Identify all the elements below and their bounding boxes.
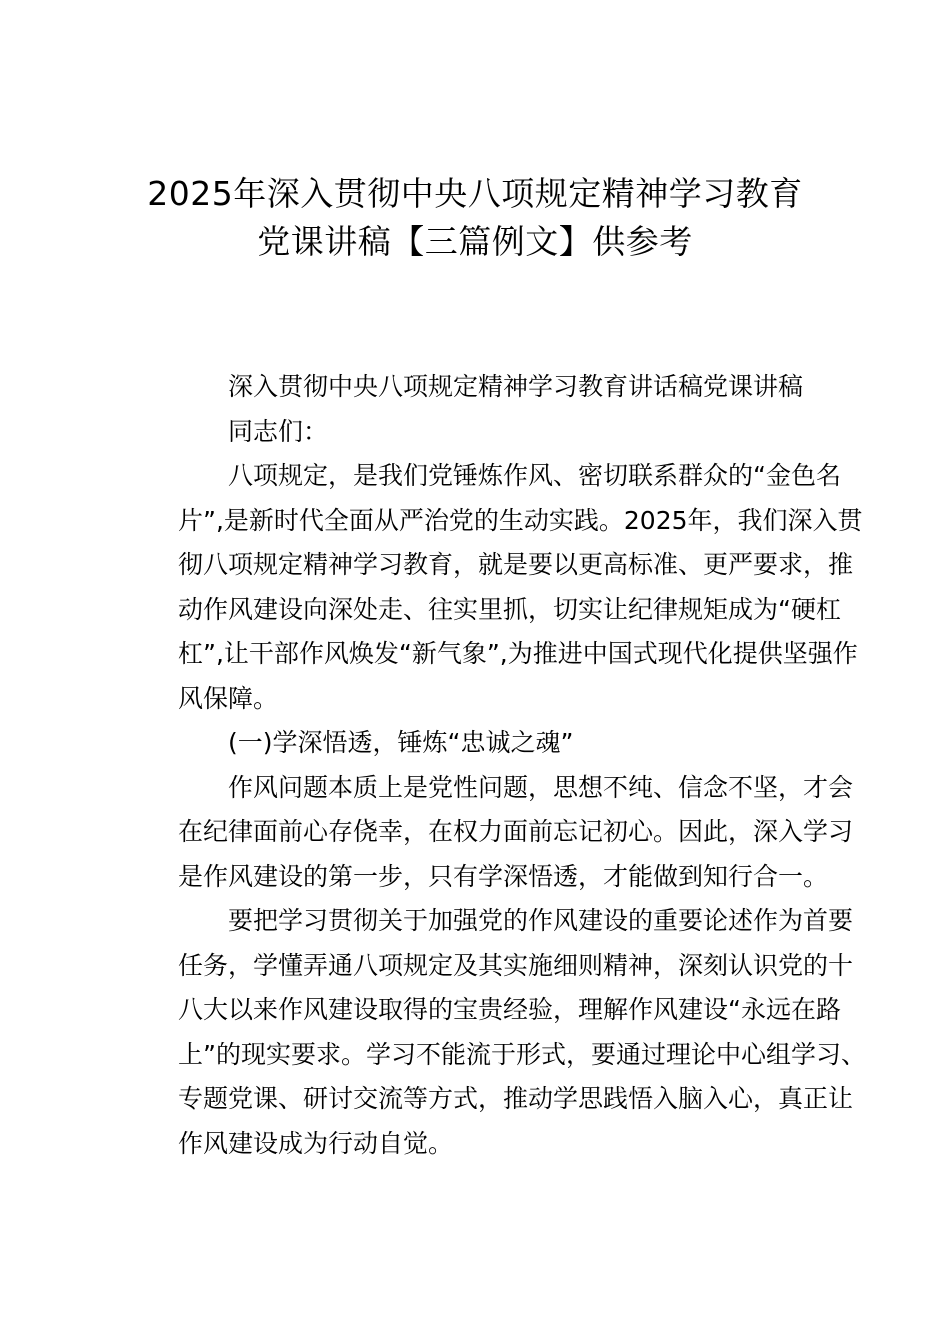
text-line: 任务，学懂弄通八项规定及其实施细则精神，深刻认识党的十 <box>178 950 854 980</box>
text-line: 在纪律面前心存侥幸，在权力面前忘记初心。因此，深入学习 <box>178 817 854 846</box>
document-body <box>128 365 866 1166</box>
text-line: 片”,是新时代全面从严治党的生动实践。2025年，我们深入贯 <box>178 505 863 535</box>
body-paragraph <box>128 454 863 721</box>
title-line-2: 党课讲稿【三篇例文】供参考 <box>257 222 693 261</box>
document-title <box>0 170 950 266</box>
text-line: 彻八项规定精神学习教育，就是要以更高标准、更严要求，推 <box>178 550 854 579</box>
text-line: 上”的现实要求。学习不能流于形式，要通过理论中心组学习、 <box>178 1039 866 1069</box>
text-line: 风保障。 <box>178 683 279 713</box>
subtitle-paragraph <box>128 365 828 410</box>
text-line: 同志们： <box>228 416 329 446</box>
salutation-paragraph <box>128 410 828 455</box>
title-line-1: 2025年深入贯彻中央八项规定精神学习教育 <box>147 174 803 213</box>
text-line: 要把学习贯彻关于加强党的作风建设的重要论述作为首要 <box>228 906 854 935</box>
text-line: 动作风建设向深处走、往实里抓，切实让纪律规矩成为“硬杠 <box>178 594 841 624</box>
text-line: 深入贯彻中央八项规定精神学习教育讲话稿党课讲稿 <box>228 372 804 401</box>
text-line: (一)学深悟透，锤炼“忠诚之魂” <box>228 728 574 757</box>
body-paragraph <box>128 766 854 900</box>
text-line: 是作风建设的第一步，只有学深悟透，才能做到知行合一。 <box>178 861 829 891</box>
body-paragraph <box>128 899 866 1166</box>
text-line: 作风问题本质上是党性问题，思想不纯、信念不坚，才会 <box>228 772 854 802</box>
text-line: 杠”,让干部作风焕发“新气象”,为推进中国式现代化提供坚强作 <box>178 639 858 668</box>
text-line: 专题党课、研讨交流等方式，推动学思践悟入脑入心，真正让 <box>178 1084 854 1113</box>
text-line: 八项规定，是我们党锤炼作风、密切联系群众的“金色名 <box>228 461 841 490</box>
section-heading <box>128 721 828 766</box>
text-line: 作风建设成为行动自觉。 <box>178 1128 454 1158</box>
text-line: 八大以来作风建设取得的宝贵经验，理解作风建设“永远在路 <box>178 995 841 1024</box>
